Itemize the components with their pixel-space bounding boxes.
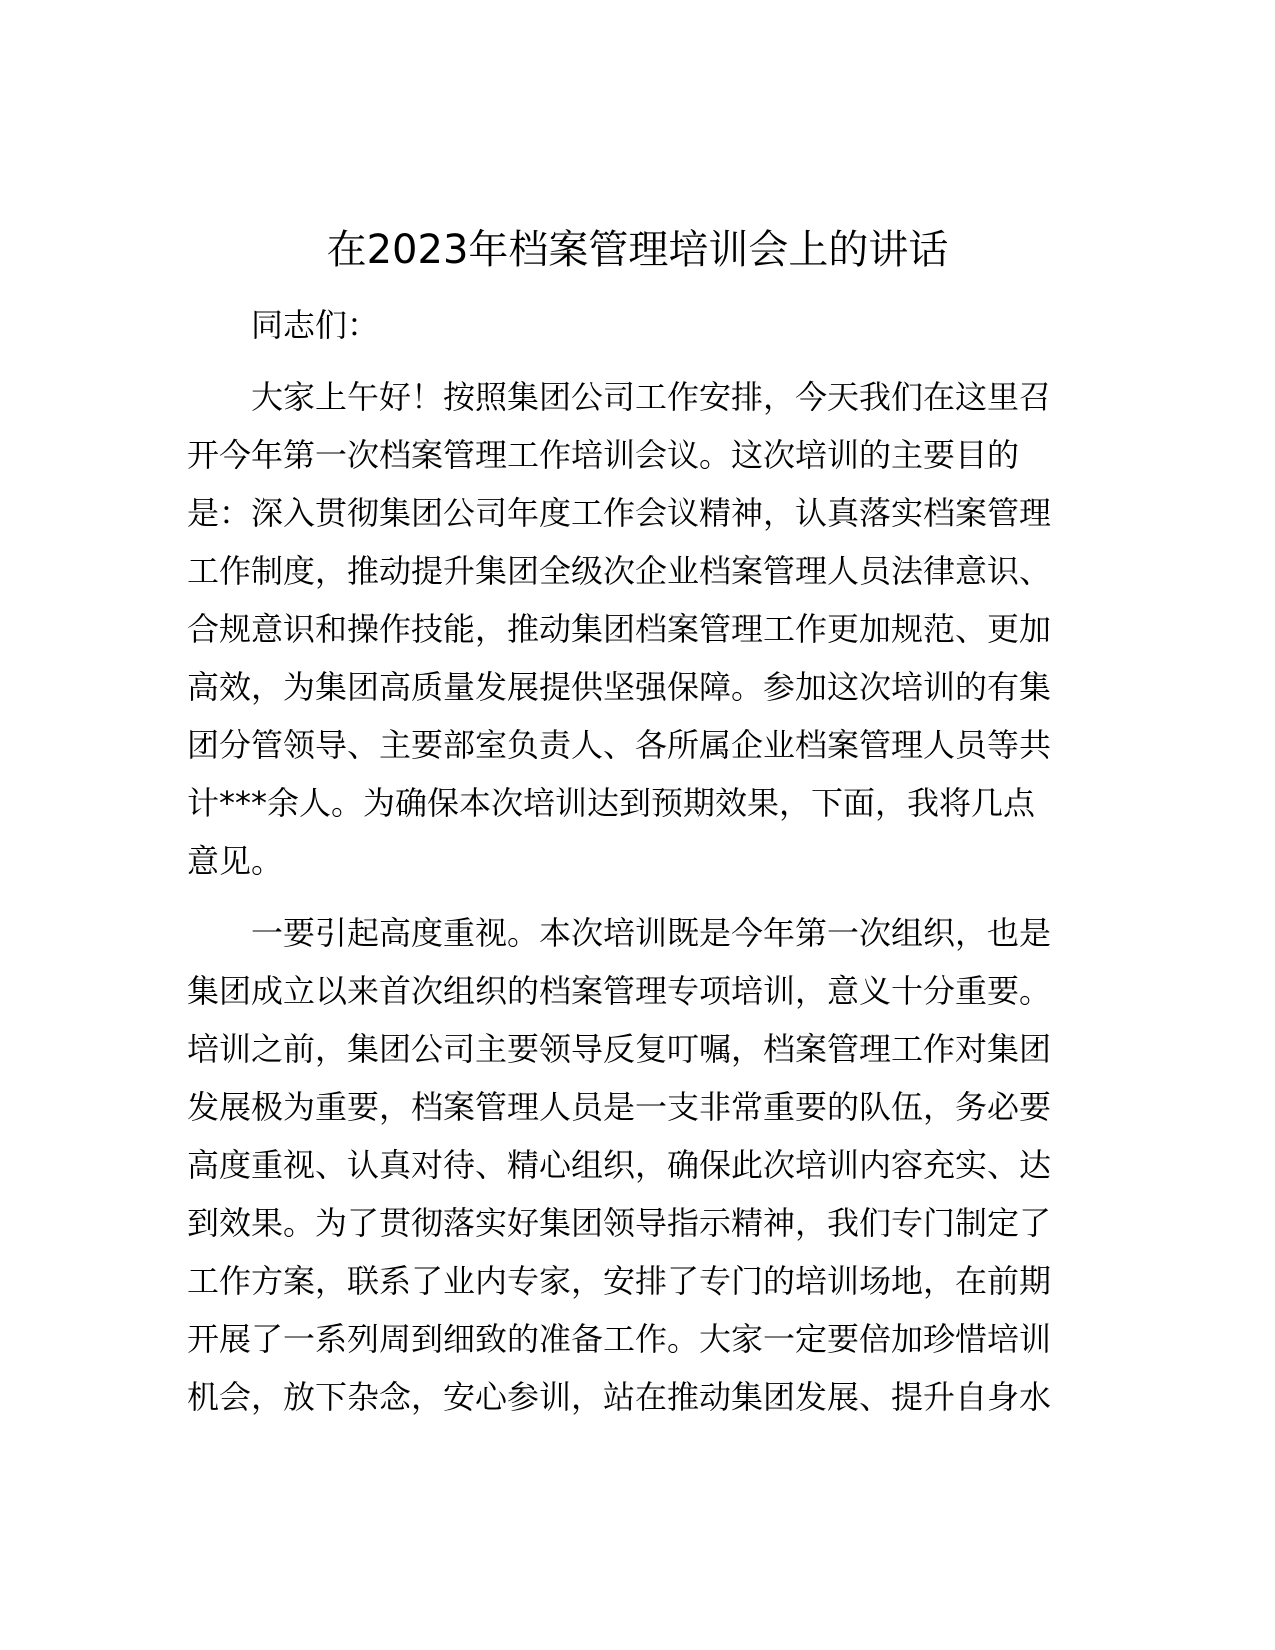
- page-title: 在2023年档案管理培训会上的讲话: [326, 227, 949, 273]
- paragraph-line: 高效，为集团高质量发展提供坚强保障。参加这次培训的有集: [187, 668, 1052, 706]
- paragraph-line: 机会，放下杂念，安心参训，站在推动集团发展、提升自身水: [187, 1378, 1052, 1416]
- paragraph-2: [187, 904, 1095, 1426]
- paragraph-line: 团分管领导、主要部室负责人、各所属企业档案管理人员等共: [187, 726, 1052, 764]
- speech-body: [187, 296, 1095, 1440]
- paragraph-line: 工作方案，联系了业内专家，安排了专门的培训场地，在前期: [187, 1262, 1052, 1300]
- paragraph-line: 发展极为重要，档案管理人员是一支非常重要的队伍，务必要: [187, 1088, 1052, 1126]
- paragraph-1: [187, 368, 1095, 890]
- salutation: 同志们：: [251, 306, 380, 344]
- paragraph-line: 到效果。为了贯彻落实好集团领导指示精神，我们专门制定了: [187, 1204, 1052, 1242]
- paragraph-line: 集团成立以来首次组织的档案管理专项培训，意义十分重要。: [187, 972, 1052, 1010]
- paragraph-line: 培训之前，集团公司主要领导反复叮嘱，档案管理工作对集团: [187, 1030, 1052, 1068]
- paragraph-line: 意见。: [187, 842, 284, 880]
- paragraph-line: 合规意识和操作技能，推动集团档案管理工作更加规范、更加: [187, 610, 1052, 648]
- paragraph-line: 工作制度，推动提升集团全级次企业档案管理人员法律意识、: [187, 552, 1052, 590]
- paragraph-line: 开展了一系列周到细致的准备工作。大家一定要倍加珍惜培训: [187, 1320, 1052, 1358]
- paragraph-line: 是：深入贯彻集团公司年度工作会议精神，认真落实档案管理: [187, 494, 1052, 532]
- paragraph-line: 大家上午好！按照集团公司工作安排，今天我们在这里召: [251, 378, 1052, 416]
- paragraph-line: 开今年第一次档案管理工作培训会议。这次培训的主要目的: [187, 436, 1020, 474]
- paragraph-line: 一要引起高度重视。本次培训既是今年第一次组织，也是: [251, 914, 1052, 952]
- paragraph-line: 计***余人。为确保本次培训达到预期效果，下面，我将几点: [187, 784, 1036, 822]
- paragraph-line: 高度重视、认真对待、精心组织，确保此次培训内容充实、达: [187, 1146, 1052, 1184]
